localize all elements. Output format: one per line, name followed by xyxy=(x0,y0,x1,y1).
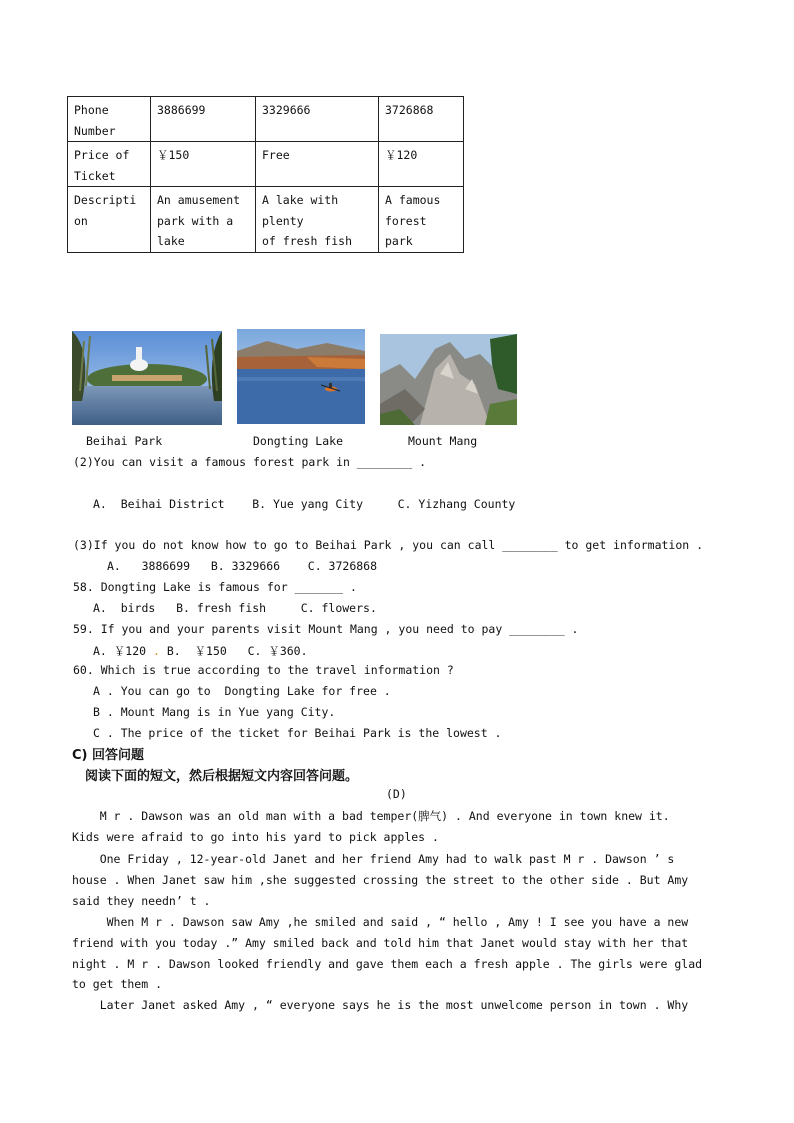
beihai-cell: An amusement park with a lake xyxy=(151,187,256,253)
dongting-cell: 3329666 xyxy=(256,97,379,142)
caption-dongting-lake: Dongting Lake xyxy=(253,434,344,448)
question-59-stem: 59. If you and your parents visit Mount Mang , you need to pay ________ . xyxy=(73,622,579,636)
question-60-option-b: B . Mount Mang is in Yue yang City. xyxy=(93,705,336,719)
row-label: Descripti on xyxy=(68,187,151,253)
question-60-option-a: A . You can go to Dongting Lake for free . xyxy=(93,684,391,698)
passage-paragraph-4: Later Janet asked Amy , “ everyone says he is the most unwelcome person in town . Why xyxy=(72,998,689,1012)
beihai-park-photo xyxy=(72,331,222,425)
mang-cell: A famous forest park xyxy=(379,187,464,253)
passage-paragraph-2: One Friday , 12-year-old Janet and her friend Amy had to walk past M r . Dawson ’ s house . When Janet saw him ,she suggested crossing the street to the other side . But Amy said they needn’ t . xyxy=(72,852,689,908)
table-row xyxy=(68,97,464,142)
question-3-stem: (3)If you do not know how to go to Beihai Park , you can call ________ to get information . xyxy=(73,538,704,552)
question-2-stem: (2)You can visit a famous forest park in ________ . xyxy=(73,455,427,469)
table-row xyxy=(68,187,464,253)
dongting-lake-photo xyxy=(237,329,365,424)
question-2-options: A. Beihai District B. Yue yang City C. Yizhang County xyxy=(93,497,516,511)
dongting-cell: A lake with plenty of fresh fish xyxy=(256,187,379,253)
travel-info-table xyxy=(67,96,464,253)
question-58-stem: 58. Dongting Lake is famous for _______ . xyxy=(73,580,357,594)
caption-beihai-park: Beihai Park xyxy=(86,434,163,448)
question-58-options: A. birds B. fresh fish C. flowers. xyxy=(93,601,377,615)
row-label: Phone Number xyxy=(68,97,151,142)
stray-dot: . xyxy=(152,644,160,658)
dongting-cell: Free xyxy=(256,142,379,187)
caption-mount-mang: Mount Mang xyxy=(408,434,478,448)
options-rest: B. ￥150 C. ￥360. xyxy=(159,644,308,658)
passage-label: (D) xyxy=(386,787,407,801)
question-3-options: A. 3886699 B. 3329666 C. 3726868 xyxy=(107,559,378,573)
option-a: A. ￥120 xyxy=(93,644,153,658)
mang-cell: 3726868 xyxy=(379,97,464,142)
question-60-stem: 60. Which is true according to the travel information ? xyxy=(73,663,454,677)
row-label: Price of Ticket xyxy=(68,142,151,187)
table-row xyxy=(68,142,464,187)
mount-mang-photo xyxy=(380,334,517,425)
section-c-heading: C) 回答问题 xyxy=(72,748,145,763)
question-60-option-c: C . The price of the ticket for Beihai Park is the lowest . xyxy=(93,726,502,740)
question-59-options xyxy=(93,643,308,659)
beihai-cell: 3886699 xyxy=(151,97,256,142)
passage-paragraph-3: When M r . Dawson saw Amy ,he smiled and said , “ hello , Amy ! I see you have a new friend with you today .” Amy smiled back and told him that Janet would stay with her that night . M r . Dawson looked friendly and gave them each a fresh apple . The girls were glad to get them . xyxy=(72,915,703,992)
beihai-cell: ￥150 xyxy=(151,142,256,187)
passage-paragraph-1: M r . Dawson was an old man with a bad temper(脾气) . And everyone in town knew it. Kids were afraid to go into his yard to pick apples . xyxy=(72,809,670,844)
section-c-instruction: 阅读下面的短文，然后根据短文内容回答问题。 xyxy=(85,769,359,784)
mang-cell: ￥120 xyxy=(379,142,464,187)
